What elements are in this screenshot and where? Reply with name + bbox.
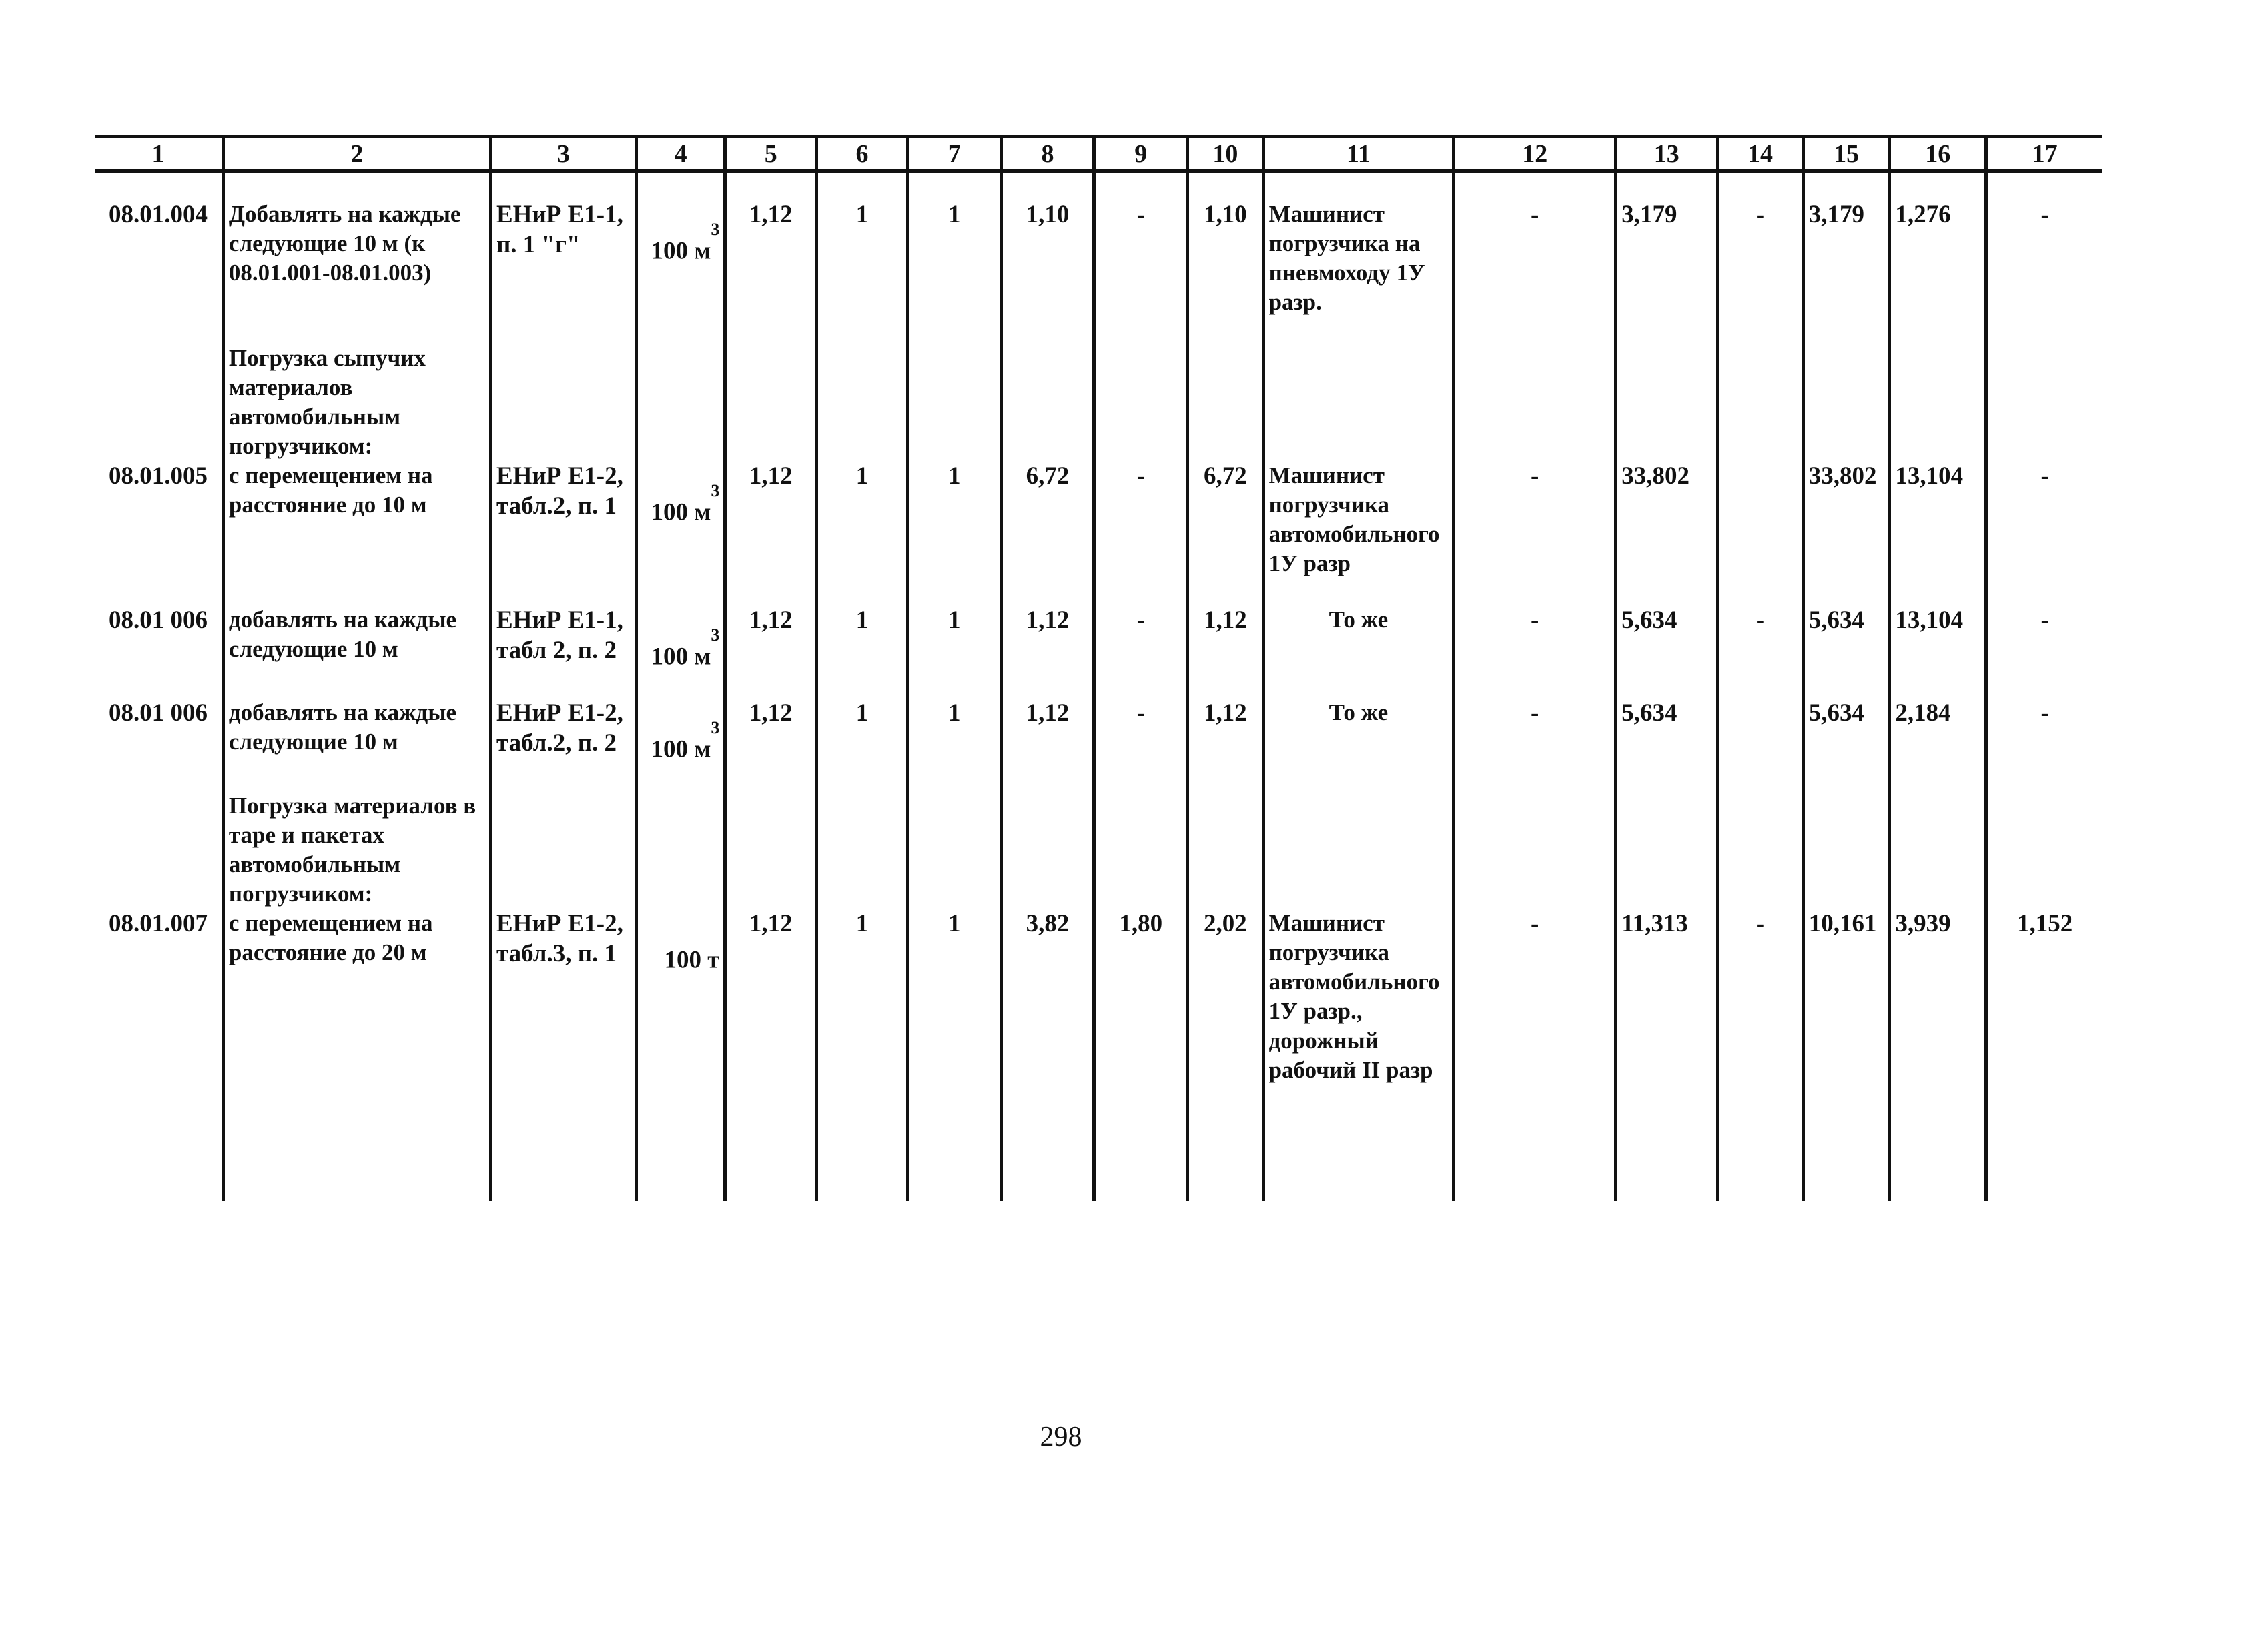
empty-cell (95, 791, 223, 909)
unit-of-measure (636, 909, 725, 1112)
norm-reference: ЕНиР Е1-2, табл.3, п. 1 (490, 909, 636, 1112)
empty-cell (1803, 791, 1890, 909)
spacer-cell (223, 171, 490, 200)
empty-cell (636, 344, 725, 461)
column-header-1: 1 (95, 137, 223, 171)
empty-cell (490, 344, 636, 461)
cell-col-17: - (1986, 199, 2102, 344)
table-row (95, 698, 2102, 791)
empty-cell (1986, 344, 2102, 461)
cell-col-8: 3,82 (1001, 909, 1094, 1112)
cell-col-14 (1718, 698, 1804, 791)
cell-col-13: 5,634 (1616, 698, 1718, 791)
empty-cell (1718, 791, 1804, 909)
tail-cell (1616, 1112, 1718, 1201)
empty-cell (1616, 344, 1718, 461)
tail-cell (490, 1112, 636, 1201)
cell-col-12: - (1454, 698, 1616, 791)
cell-col-8: 1,12 (1001, 605, 1094, 698)
empty-cell (1454, 344, 1616, 461)
item-description: с перемещением на расстояние до 10 м (223, 461, 490, 605)
tail-cell (1188, 1112, 1263, 1201)
cell-col-9: - (1094, 199, 1188, 344)
header-row (95, 137, 2102, 171)
cell-col-17: - (1986, 461, 2102, 605)
cell-col-9: - (1094, 698, 1188, 791)
cell-col-12: - (1454, 461, 1616, 605)
empty-cell (1094, 344, 1188, 461)
group-heading: Погрузка материалов в таре и пакетах автомобильным погрузчиком: (223, 791, 490, 909)
cell-col-6: 1 (817, 909, 908, 1112)
empty-cell (1616, 791, 1718, 909)
empty-cell (1890, 791, 1986, 909)
cell-col-16: 3,939 (1890, 909, 1986, 1112)
cell-col-16: 13,104 (1890, 461, 1986, 605)
item-code: 08.01.005 (108, 462, 208, 490)
cell-col-8: 6,72 (1001, 461, 1094, 605)
spacer-cell (1803, 171, 1890, 200)
unit-of-measure (636, 461, 725, 605)
table-row (95, 199, 2102, 344)
cell-col-6: 1 (817, 199, 908, 344)
spacer-cell (1986, 171, 2102, 200)
cell-col-15: 33,802 (1803, 461, 1890, 605)
spacer-cell (817, 171, 908, 200)
empty-cell (636, 791, 725, 909)
cell-col-10: 6,72 (1188, 461, 1263, 605)
cell-col-12: - (1454, 909, 1616, 1112)
table-row (95, 605, 2102, 698)
tail-cell (1263, 1112, 1454, 1201)
table-body (95, 171, 2102, 1201)
tail-cell (907, 1112, 1001, 1201)
unit-exponent: 3 (711, 718, 720, 738)
unit-exponent: 3 (711, 220, 720, 239)
cell-col-15: 10,161 (1803, 909, 1890, 1112)
cell-col-14 (1718, 461, 1804, 605)
column-header-13: 13 (1616, 137, 1718, 171)
cell-col-8: 1,12 (1001, 698, 1094, 791)
column-header-17: 17 (1986, 137, 2102, 171)
cell-col-13: 5,634 (1616, 605, 1718, 698)
spacer-cell (1718, 171, 1804, 200)
cell-col-17: - (1986, 605, 2102, 698)
column-header-15: 15 (1803, 137, 1890, 171)
cell-col-16: 13,104 (1890, 605, 1986, 698)
column-header-6: 6 (817, 137, 908, 171)
empty-cell (1986, 791, 2102, 909)
worker-description: Машинист погрузчика автомобильного 1У разр., дорожный рабочий II разр (1263, 909, 1454, 1112)
spacer-cell (1263, 171, 1454, 200)
empty-cell (490, 791, 636, 909)
empty-cell (1718, 344, 1804, 461)
group-heading: Погрузка сыпучих материалов автомобильным погрузчиком: (223, 344, 490, 461)
tail-cell (1001, 1112, 1094, 1201)
tail-cell (1986, 1112, 2102, 1201)
worker-description: Машинист погрузчика на пневмоходу 1У разр. (1263, 199, 1454, 344)
cell-col-8: 1,10 (1001, 199, 1094, 344)
unit-of-measure (636, 605, 725, 698)
tail-cell (636, 1112, 725, 1201)
item-code: 08.01 006 (108, 699, 208, 727)
norm-reference: ЕНиР Е1-2, табл.2, п. 1 (490, 461, 636, 605)
cell-col-10: 1,10 (1188, 199, 1263, 344)
empty-cell (1263, 791, 1454, 909)
tail-cell (1803, 1112, 1890, 1201)
spacer-cell (95, 171, 223, 200)
empty-cell (1001, 344, 1094, 461)
unit-exponent: 3 (711, 625, 720, 645)
spacer-cell (636, 171, 725, 200)
item-description: с перемещением на расстояние до 20 м (223, 909, 490, 1112)
cell-col-5: 1,12 (725, 461, 817, 605)
cell-col-7: 1 (907, 605, 1001, 698)
empty-cell (1094, 791, 1188, 909)
column-header-5: 5 (725, 137, 817, 171)
column-header-11: 11 (1263, 137, 1454, 171)
empty-cell (1890, 344, 1986, 461)
empty-cell (1803, 344, 1890, 461)
tail-cell (1718, 1112, 1804, 1201)
cell-col-6: 1 (817, 605, 908, 698)
cell-col-12: - (1454, 199, 1616, 344)
group-heading-row (95, 344, 2102, 461)
unit-of-measure (636, 199, 725, 344)
unit-text: 100 м (651, 237, 711, 265)
empty-cell (907, 791, 1001, 909)
spacer-cell (1188, 171, 1263, 200)
cell-col-9: - (1094, 461, 1188, 605)
empty-cell (817, 791, 908, 909)
column-header-3: 3 (490, 137, 636, 171)
unit-exponent: 3 (711, 481, 720, 500)
column-header-4: 4 (636, 137, 725, 171)
item-description: добавлять на каждые следующие 10 м (223, 698, 490, 791)
column-header-14: 14 (1718, 137, 1804, 171)
tail-cell (817, 1112, 908, 1201)
cell-col-7: 1 (907, 461, 1001, 605)
cell-col-5: 1,12 (725, 605, 817, 698)
cell-col-10: 2,02 (1188, 909, 1263, 1112)
tail-cell (223, 1112, 490, 1201)
tail-cell (95, 1112, 223, 1201)
empty-cell (1188, 344, 1263, 461)
cell-col-16: 1,276 (1890, 199, 1986, 344)
empty-cell (1188, 791, 1263, 909)
page-number: 298 (1040, 1422, 1082, 1453)
worker-description: То же (1263, 605, 1454, 698)
cell-col-13: 11,313 (1616, 909, 1718, 1112)
empty-cell (907, 344, 1001, 461)
cell-col-17: 1,152 (1986, 909, 2102, 1112)
worker-description: Машинист погрузчика автомобильного 1У разр (1263, 461, 1454, 605)
unit-text: 100 м (651, 643, 711, 671)
spacer-cell (490, 171, 636, 200)
cell-col-5: 1,12 (725, 698, 817, 791)
tail-cell (1094, 1112, 1188, 1201)
unit-text: 100 м (651, 498, 711, 526)
cell-col-13: 3,179 (1616, 199, 1718, 344)
cell-col-15: 5,634 (1803, 605, 1890, 698)
cell-col-5: 1,12 (725, 909, 817, 1112)
cell-col-14: - (1718, 199, 1804, 344)
cell-col-15: 5,634 (1803, 698, 1890, 791)
cell-col-7: 1 (907, 199, 1001, 344)
cell-col-14: - (1718, 909, 1804, 1112)
empty-cell (725, 344, 817, 461)
unit-text: 100 м (651, 735, 711, 763)
cell-col-9: - (1094, 605, 1188, 698)
norms-table (95, 135, 2102, 1201)
cell-col-9: 1,80 (1094, 909, 1188, 1112)
spacer-cell (1890, 171, 1986, 200)
norm-reference: ЕНиР Е1-1, п. 1 "г" (490, 199, 636, 344)
table-row (95, 461, 2102, 605)
tail-cell (725, 1112, 817, 1201)
empty-cell (725, 791, 817, 909)
item-description: добавлять на каждые следующие 10 м (223, 605, 490, 698)
spacer-cell (907, 171, 1001, 200)
spacer-cell (1094, 171, 1188, 200)
spacer-cell (725, 171, 817, 200)
norm-reference: ЕНиР Е1-2, табл.2, п. 2 (490, 698, 636, 791)
empty-cell (1454, 791, 1616, 909)
unit-of-measure (636, 698, 725, 791)
tail-cell (1890, 1112, 1986, 1201)
column-header-7: 7 (907, 137, 1001, 171)
cell-col-12: - (1454, 605, 1616, 698)
cell-col-13: 33,802 (1616, 461, 1718, 605)
unit-text: 100 т (664, 945, 720, 973)
worker-description: То же (1263, 698, 1454, 791)
column-header-2: 2 (223, 137, 490, 171)
cell-col-14: - (1718, 605, 1804, 698)
column-header-16: 16 (1890, 137, 1986, 171)
cell-col-7: 1 (907, 909, 1001, 1112)
spacer-cell (1454, 171, 1616, 200)
cell-col-7: 1 (907, 698, 1001, 791)
item-code: 08.01.007 (108, 909, 208, 937)
cell-col-5: 1,12 (725, 199, 817, 344)
item-description: Добавлять на каждые следующие 10 м (к 08.01.001-08.01.003) (223, 199, 490, 344)
cell-col-15: 3,179 (1803, 199, 1890, 344)
tail-cell (1454, 1112, 1616, 1201)
cell-col-10: 1,12 (1188, 698, 1263, 791)
table-row (95, 909, 2102, 1112)
column-header-9: 9 (1094, 137, 1188, 171)
empty-cell (817, 344, 908, 461)
cell-col-16: 2,184 (1890, 698, 1986, 791)
item-code: 08.01.004 (108, 201, 208, 228)
column-header-8: 8 (1001, 137, 1094, 171)
column-header-10: 10 (1188, 137, 1263, 171)
cell-col-6: 1 (817, 698, 908, 791)
cell-col-6: 1 (817, 461, 908, 605)
empty-cell (1001, 791, 1094, 909)
column-header-12: 12 (1454, 137, 1616, 171)
norm-reference: ЕНиР Е1-1, табл 2, п. 2 (490, 605, 636, 698)
empty-cell (95, 344, 223, 461)
cell-col-17: - (1986, 698, 2102, 791)
spacer-cell (1616, 171, 1718, 200)
cell-col-10: 1,12 (1188, 605, 1263, 698)
item-code: 08.01 006 (108, 606, 208, 634)
spacer-cell (1001, 171, 1094, 200)
empty-cell (1263, 344, 1454, 461)
group-heading-row (95, 791, 2102, 909)
